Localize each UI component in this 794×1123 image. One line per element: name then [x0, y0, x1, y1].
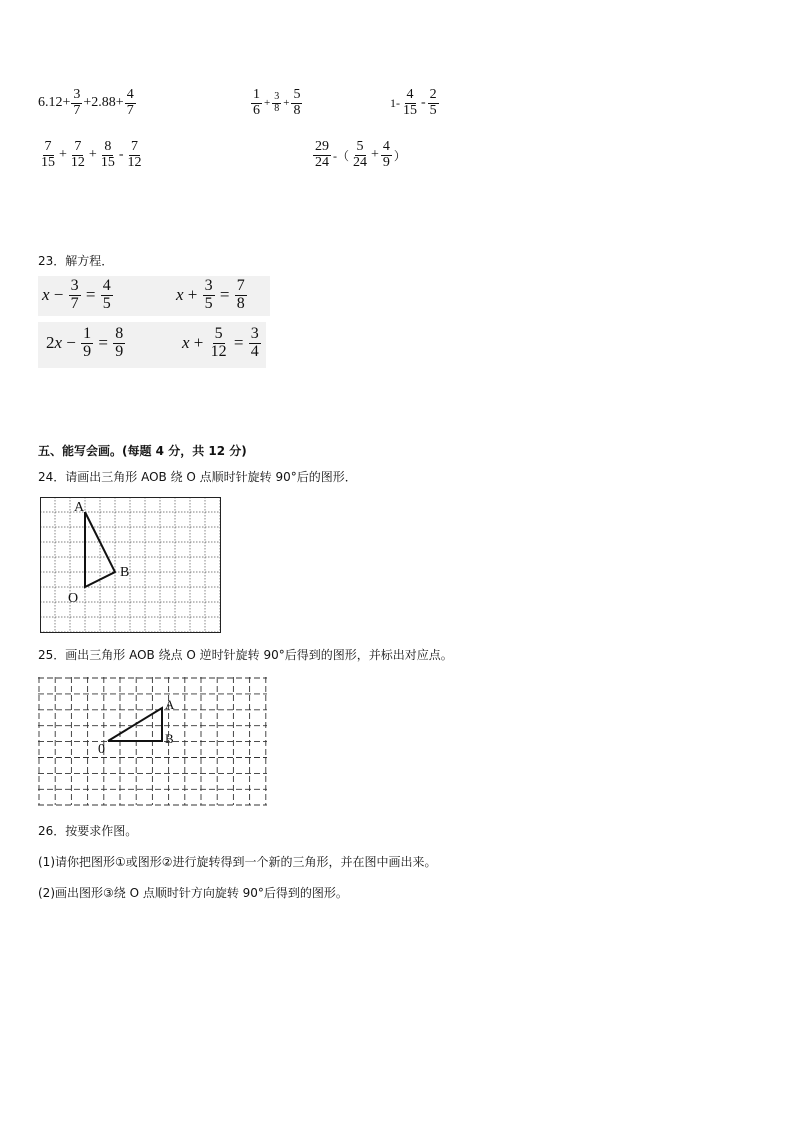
- triangle-aob-25: [108, 708, 162, 741]
- equation-4: x + $\frac{5}{12}$ = $\frac{3}{4}$: [182, 325, 259, 360]
- fraction: $\frac{5}{8}$: [293, 87, 301, 118]
- fraction: $\frac{7}{15}$: [41, 139, 55, 170]
- label-o-24: O: [68, 591, 79, 606]
- label-b-25: B: [165, 731, 174, 746]
- fraction: $\frac{4}{15}$: [403, 87, 417, 118]
- fraction: $\frac{7}{12}$: [127, 139, 142, 170]
- fraction: $\frac{1}{6}$: [253, 87, 260, 118]
- fraction: $\frac{2}{5}$: [429, 87, 437, 118]
- fraction: $\frac{5}{24}$: [353, 139, 367, 170]
- question-23-title: 23．解方程．: [38, 254, 114, 268]
- calc-expression-1: [38, 88, 137, 118]
- fraction: $\frac{3}{8}$: [274, 91, 280, 114]
- calc-expression-5: $\frac{29}{24}$ -（ $\frac{5}{24}$ + $\frac{4}{9}$ ）: [315, 139, 406, 170]
- question-26-text: 26．按要求作图。: [38, 824, 138, 838]
- fraction: $\frac{4}{7}$: [126, 87, 134, 118]
- grid-figure-25: [38, 677, 268, 806]
- equation-3: 2 x − $\frac{1}{9}$ = $\frac{8}{9}$: [46, 325, 124, 360]
- question-24-text: 24．请画出三角形 AOB 绕 O 点顺时针旋转 90°后的图形．: [38, 470, 357, 484]
- calc-expression-2: $\frac{1}{6}$ + $\frac{3}{8}$ + $\frac{5}{8}$: [253, 87, 301, 118]
- equation-1: x − $\frac{3}{7}$ = $\frac{4}{5}$: [42, 277, 111, 312]
- calc-expression-3: 1- $\frac{4}{15}$ - $\frac{2}{5}$: [390, 87, 437, 118]
- label-a-25: A: [165, 697, 175, 712]
- equation-image-row1: [38, 276, 270, 316]
- fraction: $\frac{29}{24}$: [315, 139, 329, 170]
- fraction: $\frac{7}{12}$: [70, 139, 85, 170]
- question-25-text: 25．画出三角形 AOB 绕点 O 逆时针旋转 90°后得到的图形，并标出对应点。: [38, 648, 453, 662]
- label-a-24: A: [74, 500, 85, 515]
- fraction: $\frac{8}{15}$: [100, 139, 115, 170]
- expr-text: +2.88+: [83, 95, 124, 111]
- fraction: $\frac{3}{7}$: [73, 87, 81, 118]
- fraction: $\frac{4}{9}$: [382, 139, 390, 170]
- question-26-sub1: (1)请你把图形①或图形②进行旋转得到一个新的三角形，并在图中画出来。: [38, 855, 437, 869]
- label-b-24: B: [120, 565, 130, 580]
- grid-figure-24: [40, 497, 221, 633]
- label-o-25: 0: [98, 742, 105, 757]
- equation-2: x + $\frac{3}{5}$ = $\frac{7}{8}$: [176, 277, 245, 312]
- question-26-sub2: (2)画出图形③绕 O 点顺时针方向旋转 90°后得到的图形。: [38, 886, 348, 900]
- equation-image-row2: [38, 322, 266, 368]
- section-5-title: 五、能写会画。(每题 4 分，共 12 分): [38, 444, 247, 458]
- calc-expression-4: $\frac{7}{15}$ + $\frac{7}{12}$ + $\frac{8}{15}$ - $\frac{7}{12}$: [41, 139, 142, 170]
- expr-text: 6.12+: [38, 95, 71, 111]
